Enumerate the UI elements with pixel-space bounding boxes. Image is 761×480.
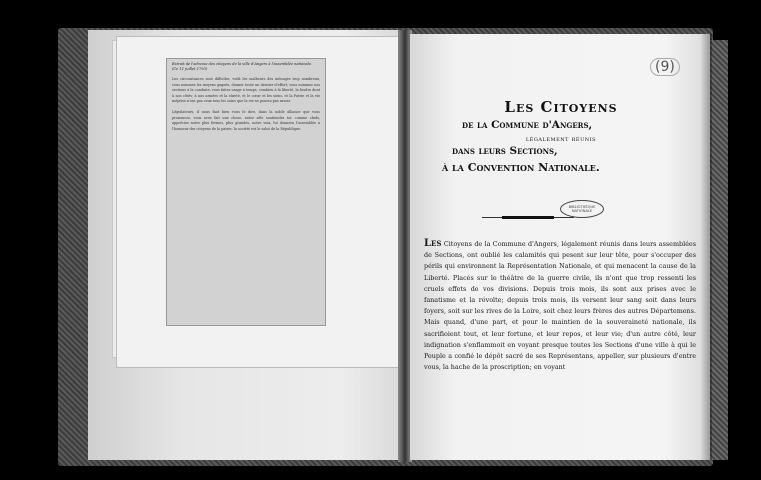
clipping-paragraph-2: Législateurs, il nous faut bien vous le dire, dans la noble alliance que vous prononcez, vous avez fait une chose, notre zèle soutiendra toi: comme chefs, appréciez notre plus fermes, plus grandes, notre voix, lui donnera l'assemblée à l'honneur des citoyens de la patrie; la société est le salut de la République. xyxy=(172,109,320,131)
title-line-5: à la Convention Nationale. xyxy=(442,161,600,174)
pasted-clipping xyxy=(166,58,326,326)
ornament-rule-right xyxy=(554,217,574,218)
body-paragraph: Citoyens de la Commune d'Angers, légalement réunis dans leurs assemblées de Sections, ont oublié les calamités qui pesent sur leur tête, pour s'occuper des périls qui environnent la Représentation Nationale, et qui menacent la cause de la Liberté. Placés sur le théâtre de la guerre civile, ils n'ont que trop ressenti les cruels effets de vos divisions. Depuis trois mois, ils sont aux prises avec le fanatisme et la révolte; depuis trois mois, ils versent leur sang soit dans leurs foyers, soit sur les rives de la Loire, soit chez leurs frères des autres Départemens. Mais quand, d'une part, et pour le maintien de la souveraineté nationale, ils sacrifioient tout, et leur fortune, et leur repos, et leur vie; d'un autre côté, leur indignation s'enflammoit en voyant presque toutes les Sections d'une ville à qui le Peuple a confié le dépôt sacré de ses Représentans, appeller, sur plusieurs d'entre vous, la hache de la proscription; en voyant xyxy=(424,240,696,372)
clipping-heading: Extrait de l'adresse des citoyens de la ville d'Angers à l'assemblée nationale. xyxy=(172,62,313,66)
ornament-rule xyxy=(502,216,554,219)
title-line-4: dans leurs Sections, xyxy=(452,145,558,157)
clipping-paragraph-1: Les circonstances sont difficiles, voilà les malheurs des ménages trop nombreux, vous nommez les moyens gagnés, donner toute un dernier d'effort; vous nommez nos sections à la conduite, vous faites usage à temps, combien à la liberté, la foudre dont à nos côtés; à nos armées et la sûreté, et le cœur et les siens, et la Patrie et la vie méprise n'ont pas ceux tous les soins que la vie ne pourra pas savoir. xyxy=(172,77,320,104)
title-block xyxy=(420,98,702,174)
clipping-handwritten-note: (Ce 11 juillet 1793) xyxy=(172,67,208,71)
ornament-rule-left xyxy=(482,217,502,218)
page-number: (9) xyxy=(650,58,680,76)
title-line-3: légalement réunis xyxy=(525,135,597,143)
body-text xyxy=(424,238,696,373)
title-line-1: Les Citoyens xyxy=(504,98,618,116)
title-line-2: de la Commune d'Angers, xyxy=(462,119,593,131)
library-stamp: BIBLIOTHÈQUE NATIONALE xyxy=(560,200,604,218)
body-dropcap: Les xyxy=(424,238,442,249)
